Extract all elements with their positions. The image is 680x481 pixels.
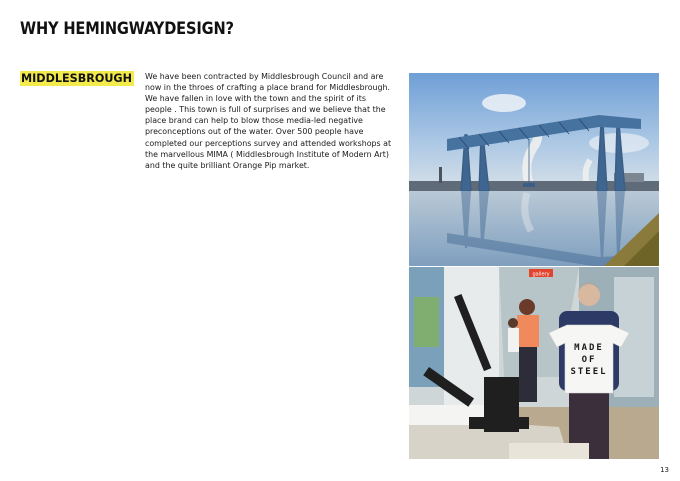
tshirt-text-line-3: STEEL [570, 367, 608, 377]
section-label: MIDDLESBROUGH [21, 72, 132, 85]
tshirt-text-line-1: MADE [574, 343, 604, 353]
page-title: WHY HEMINGWAYDESIGN? [20, 19, 234, 39]
tshirt-text-line-2: OF [581, 355, 597, 365]
transporter-bridge-illustration [409, 73, 659, 266]
section-body-text: We have been contracted by Middlesbrough Council and are now in the throes of crafting a place brand for Middlesbrough. We have fallen in love with the town and the spirit of its people . This town is full of surprises and we believe that the place brand can help to blow those media-led negative preconceptions out of the water. Over 500 people have completed our perceptions survey and attended workshops at the marvellous MIMA ( Middlesbrough Institute of Modern Art) and the quite brilliant Orange Pip market. [145, 72, 392, 170]
workshop-illustration [409, 267, 659, 459]
page-number: 13 [660, 466, 669, 474]
transporter-bridge-photo [409, 73, 659, 266]
made-of-steel-workshop-photo [409, 267, 659, 459]
gallery-sign-text: gallery [532, 271, 550, 278]
